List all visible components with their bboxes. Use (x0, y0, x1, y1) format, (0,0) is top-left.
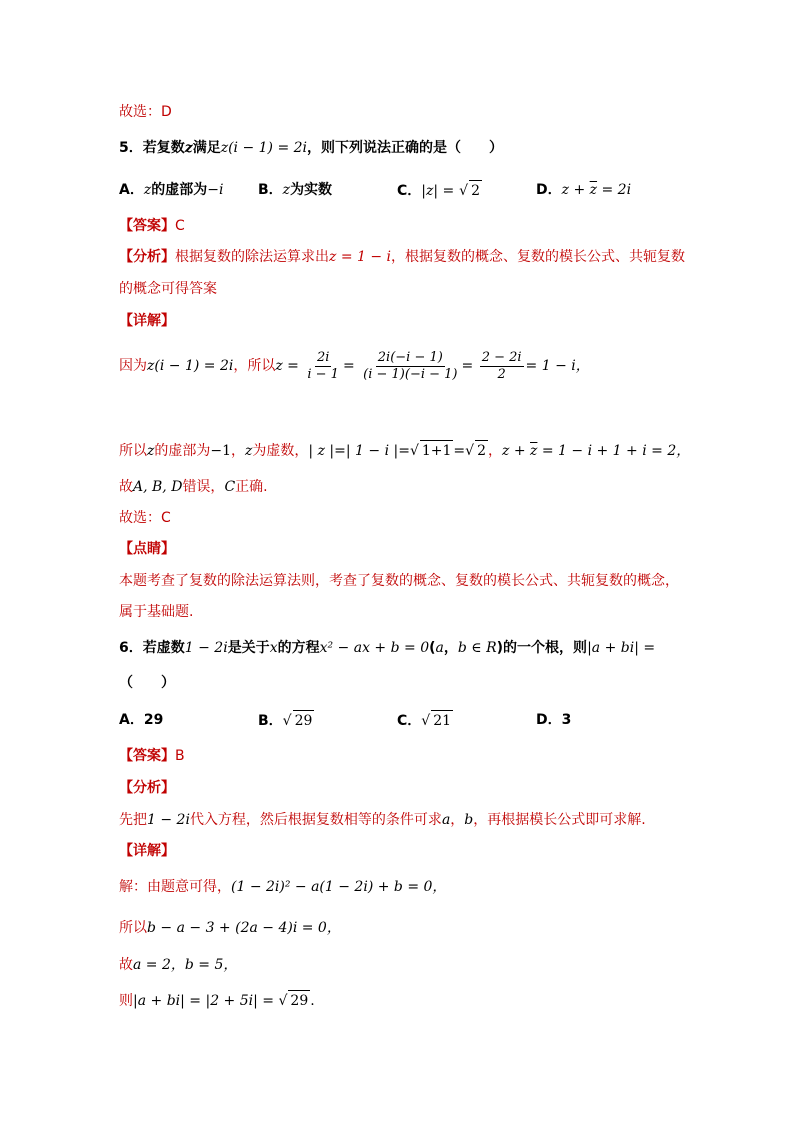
q6-opt-b-radicand: 29 (293, 710, 315, 731)
det5-l3-v: A, B, D (133, 479, 183, 495)
q5-text-c: ，则下列说法正确的是（ ） (307, 140, 504, 156)
det6-l4-a: 则 (119, 993, 133, 1009)
q5-opt-a-value: −i (207, 182, 224, 198)
det5-z: z = (275, 358, 299, 374)
det6-l1-eq: (1 − 2i)² − a(1 − 2i) + b = 0， (231, 879, 447, 895)
det5-fraction-2 (361, 350, 459, 383)
detail-5-label: 【详解】 (119, 313, 175, 329)
detail-6-label: 【详解】 (119, 843, 175, 859)
answer-6-value: B (175, 748, 185, 764)
det5-f1-den: i − 1 (307, 366, 339, 382)
q5-opt-c-label: C． (397, 183, 422, 199)
q5-opt-b-text: 为实数 (290, 182, 333, 198)
answer-5 (119, 216, 694, 236)
q6-text-b: 是关于 (227, 640, 270, 656)
det5-l2-z2: z (245, 443, 253, 459)
q6-text-f: )的一个根，则 (496, 640, 588, 656)
det5-f3-den: 2 (497, 366, 506, 382)
q5-opt-c-radicand: 2 (469, 180, 482, 201)
q6-opt-b-label: B． (258, 713, 283, 729)
det5-l2-e: | z |=| 1 − i |= (308, 443, 410, 459)
ana6-a: 先把 (119, 812, 147, 828)
det5-l2-c: ， (231, 443, 246, 459)
det6-l4-radicand: 29 (288, 990, 310, 1011)
analysis-5-line-2: 的概念可得答案 (119, 281, 217, 297)
det5-l2-radicand-2: 2 (475, 440, 488, 461)
q5-text-a: 5．若复数 (119, 140, 185, 156)
q5-opt-d-expr-c: = 2i (597, 182, 632, 198)
q5-opt-d-expr-a: z + (561, 182, 590, 198)
det5-l3-d: 正确. (235, 479, 268, 495)
q6-abs: |a + bi| = (587, 640, 656, 656)
ana6-d: ，再根据模长公式即可求解. (473, 812, 646, 828)
q5-equation: z(i − 1) = 2i (220, 140, 308, 156)
det5-l2-z: z (147, 443, 155, 459)
det5-l2-radicand: 1+1 (420, 440, 454, 461)
ana6-eq: 1 − 2i (147, 812, 190, 828)
det6-l2-a: 所以 (119, 920, 147, 936)
q6-text-c: 的方程 (277, 640, 320, 656)
q5-opt-c-lhs: |z| = (421, 183, 455, 199)
q5-option-c: C．|z| = √ 2 (397, 180, 482, 201)
q5-var-z: z (184, 140, 193, 156)
q5-option-d (536, 180, 631, 200)
det6-l3-a: 故 (119, 957, 133, 973)
detail-6-line-1 (119, 877, 694, 897)
q5-opt-a-label: A． (119, 182, 144, 198)
det5-l3-c: C (224, 479, 236, 495)
q5-opt-a-z: z (143, 182, 152, 198)
det5-l2-i: = 1 − i + 1 + i = 2， (537, 443, 691, 459)
q6-text-e: ， (443, 640, 458, 656)
ana6-b: 代入方程，然后根据复数相等的条件可求 (189, 812, 442, 828)
q5-option-b (258, 180, 332, 200)
det5-f2-den: (i − 1)(−i − 1) (363, 366, 458, 382)
det5-l2-h: z + (502, 443, 531, 459)
analysis-text-b: ，根据复数的概念、复数的模长公式、共轭复数 (391, 249, 686, 265)
answer-value: C (175, 218, 185, 234)
det5-l2-g: ， (488, 443, 502, 459)
det5-f3-num: 2 − 2i (481, 349, 522, 365)
analysis-6-line (119, 810, 694, 830)
q6-a: a (435, 640, 444, 656)
det5-l2-b: 的虚部为 (154, 443, 211, 459)
q5-opt-b-z: z (282, 182, 291, 198)
det5-end: = 1 − i， (525, 358, 590, 374)
q5-opt-a-text: 的虚部为 (151, 182, 208, 198)
det5-l2-f: = (453, 443, 466, 459)
q6-option-d: D．3 (536, 712, 572, 728)
det5-l2-v: −1 (210, 443, 232, 459)
analysis-eq: z = 1 − i (329, 249, 392, 265)
ana6-b-var: b (464, 812, 474, 828)
det5-f2-num: 2i(−i − 1) (377, 349, 443, 365)
det5-l3-b: 错误， (182, 479, 225, 495)
analysis-6-label: 【分析】 (119, 780, 175, 796)
det6-l1-a: 解：由题意可得， (119, 879, 231, 895)
q6-x: x (269, 640, 278, 656)
q5-opt-d-conj: $\overline{z}$ (589, 182, 598, 198)
q6-opt-c-label: C． (397, 713, 422, 729)
det6-l4-end: . (310, 993, 315, 1009)
detail-5-line-3 (119, 477, 694, 497)
q6-paren: （ ） (119, 675, 175, 691)
q6-text-d: ( (429, 640, 436, 656)
analysis-5-line-1 (119, 247, 694, 267)
question-6-stem (119, 638, 694, 658)
ana6-a-var: a (441, 812, 451, 828)
analysis-label: 【分析】 (119, 249, 175, 265)
point-5-label: 【点睛】 (119, 541, 175, 557)
point-5-line-2: 属于基础题. (119, 604, 194, 620)
det5-l2-d: 为虚数， (252, 443, 309, 459)
det5-text-b: ，所以 (233, 358, 276, 374)
det6-l4-eq: |a + bi| = |2 + 5i| = (133, 993, 275, 1009)
q6-option-c: C．√ 21 (397, 710, 453, 731)
detail-6-line-2 (119, 918, 694, 938)
detail-5-line-2: 所以z的虚部为−1，z为虚数，| z |=| 1 − i |=√ 1+1 =√ 2 ，$z + \overline{z} = 1 - i + 1 + i = 2$， (119, 440, 694, 461)
pick-answer-c: 故选：C (119, 510, 171, 526)
point-5-line-1: 本题考查了复数的除法运算法则，考查了复数的概念、复数的模长公式、共轭复数的概念， (119, 573, 679, 589)
answer-6 (119, 746, 694, 766)
q5-option-a (119, 180, 223, 200)
q6-opt-c-radicand: 21 (431, 710, 453, 731)
det5-l2-a: 所以 (119, 443, 147, 459)
q5-opt-b-label: B． (258, 182, 283, 198)
detail-6-line-3 (119, 955, 694, 975)
question-5-stem (119, 138, 694, 158)
det5-fraction-1 (305, 350, 341, 383)
answer-6-label: 【答案】 (119, 748, 175, 764)
det6-l3-eq: a = 2，b = 5， (133, 957, 238, 973)
det5-eq1: z(i − 1) = 2i (147, 358, 234, 374)
detail-6-line-4: 则|a + bi| = |2 + 5i| = √ 29 . (119, 990, 694, 1011)
answer-label: 【答案】 (119, 218, 175, 234)
q6-b-in-r: b ∈ R (457, 640, 497, 656)
det5-text-a: 因为 (119, 358, 147, 374)
det5-l2-conj: $\overline{z}$ (530, 443, 538, 459)
q6-eq2: x² − ax + b = 0 (319, 640, 430, 656)
det5-fraction-3 (480, 350, 524, 383)
q5-text-b: 满足 (192, 140, 221, 156)
det5-f1-num: 2i (316, 349, 330, 365)
q5-opt-d-label: D． (536, 182, 562, 198)
det5-l3-a: 故 (119, 479, 133, 495)
q6-eq1: 1 − 2i (184, 640, 228, 656)
det6-l2-eq: b − a − 3 + (2a − 4)i = 0， (147, 920, 341, 936)
detail-5-line-1: 因为z(i − 1) = 2i，所以z = $\frac{2i}{i - 1}$ = $\frac{2i(-i - 1)}{(i - 1)(-i - 1)}$ = $\frac{2 - 2i}{2}$ = 1 − i， (119, 349, 590, 382)
q6-text-a: 6．若虚数 (119, 640, 185, 656)
q6-option-a: A．29 (119, 712, 164, 728)
q6-option-b: B．√ 29 (258, 710, 314, 731)
analysis-text-a: 根据复数的除法运算求出 (175, 249, 329, 265)
ana6-c: ， (450, 812, 465, 828)
pick-answer-d: 故选：D (119, 104, 172, 120)
